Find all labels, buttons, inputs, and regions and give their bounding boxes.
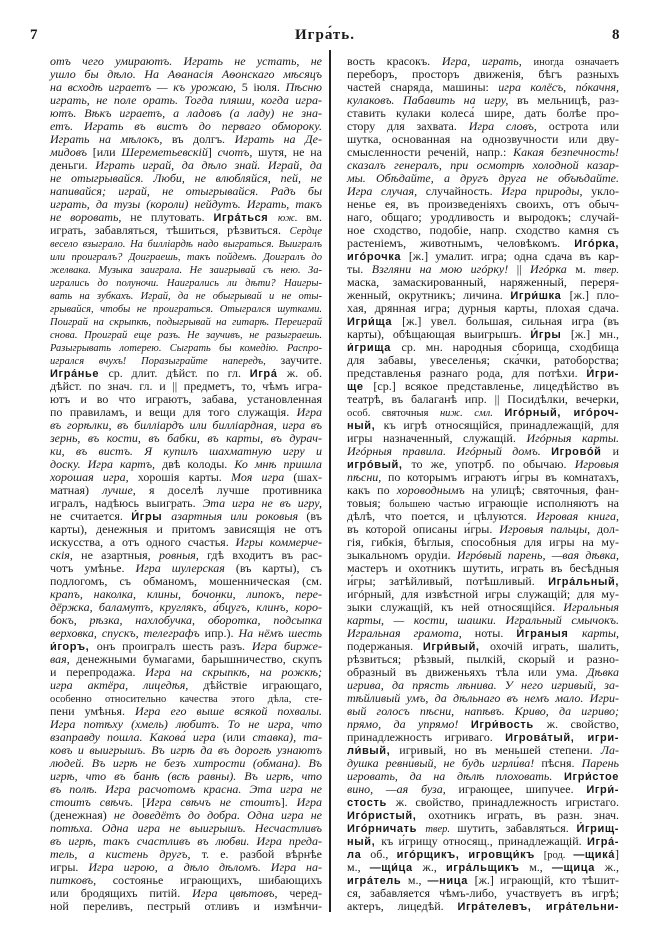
text-run: растеніемъ, животнымъ, человѣкомъ. [347,236,575,250]
text-run: играющее, шипучее. [458,782,587,796]
text-run: сказалъ генералъ, при осмотрѣ холодной казар- [347,158,619,172]
text-run: я доселѣ лучше противника [149,483,322,497]
text-run: играть, не поле орать. Тогда пляши, когда игра- [50,93,322,107]
text-run: въ горѣлки, въ билліардъ или билліардная, игра въ [50,418,322,432]
text-run: [ [142,795,147,809]
text-run: Игра его выше всякой похвалы. [135,704,322,718]
text-run: Игра потѣху (хмель) любитъ. То не игра, что [50,717,322,731]
text-run: хая, дрянная игра; дурныя карты, плохая сдача. [347,301,619,315]
text-line [347,848,619,861]
text-run: азартныя или роковыя [171,509,307,523]
text-run: (въ [306,509,322,523]
text-run: м. [575,262,595,276]
text-run: Игровыя пальцы, [499,522,598,536]
text-run: ся, забавляется чѣмъ-либо, участвуетъ въ игрѣ; [347,886,619,900]
text-run: Разыгрывать лотерею. Сыграть бы комедію. Распро- [50,343,322,354]
text-run: ще [347,381,374,393]
text-run: Игра́- [587,836,619,848]
text-run: въ которой описаны и́гры. [347,522,500,536]
text-run: ное сходство, подобіе, напр. сходство камня съ [347,223,619,237]
text-line [50,679,322,692]
text-line [50,276,322,289]
text-run: въ полѣ. Игра расчотомъ красна. Эта игра не [50,782,322,796]
text-run: и́горъ, [50,641,97,653]
text-run: ный, [347,420,384,432]
text-run: по правиламъ, и вещи для того служащія. [50,405,297,419]
text-run: образный въ движеньяхъ тѣла или ума. [347,665,587,679]
text-run: м., [407,873,428,887]
text-run: въ игрѣ, такъ счастливъ въ любви. Игра преда- [50,834,322,848]
text-run: шутить, забавляться. [457,821,577,835]
text-run: играть, забавляться, тѣшиться, рѣзвиться. [50,223,290,237]
text-run: Игра на скрыпкѣ, на рожкѣ; [145,665,322,679]
text-run: зыкальномъ орудіи. [347,548,457,562]
text-run: игрался вчухъ! Поразыграйте напередъ, [50,356,281,367]
text-run: представленья разнаго рода, для потѣхи. [347,366,587,380]
text-run: не считается. [50,509,132,523]
text-run: Игра шулерская [135,561,236,575]
text-run: случайность. [425,184,502,198]
text-run: Моя игра [231,470,294,484]
text-run: Игровыя [574,457,619,471]
text-run: верховка, спускъ, телеграфъ [50,626,205,640]
text-line [50,224,322,237]
text-run: Игра бирже- [251,639,323,653]
text-run: Игра игрою, а дѣло дѣломъ. Игра на- [88,860,323,874]
text-run: ки, въ вистъ. Я купилъ шахматную игру и [50,444,322,458]
text-run: подержаныя. [347,639,423,653]
text-run: [ж.] пло- [569,288,619,302]
text-run: шутка, основанная на однозвучности или дву- [347,132,619,146]
text-run: игры. [50,860,89,874]
text-run: Игри́стое [564,771,619,783]
text-run: счотъ, [217,145,259,159]
text-run: ли́вый, [347,745,400,757]
text-run: т. е. разбой вѣрнѣе [201,847,322,861]
text-run: игрѣ, что въ банѣ (всѣ равны). Въ игрѣ, что [50,769,322,783]
text-run: желвака. Музыка заиграла. Не заигрывай съ нею. За- [50,265,322,276]
text-run: напивайся; играй, не отыгрывайся. Радъ бы [50,184,322,198]
text-run: [ж.] увел. большая, сильная игра (въ [402,314,620,328]
text-run: На нёмъ шесть [238,626,322,640]
text-run: вая, [50,652,77,666]
text-run: —щика́ [573,849,615,861]
text-run: большею частью [389,499,479,510]
text-run: весело взыграло. На билліардѣ надо выграться. Выигралъ [50,239,322,250]
text-run: Игра свѣчъ не стоитъ [146,795,281,809]
text-run: Игóрка [530,262,576,276]
text-run: ж. об. [286,366,322,380]
text-run: Игра природы, [501,184,592,198]
text-run: или бродящихъ питій. [50,886,193,900]
text-run: И́гры [131,511,172,523]
text-run: ный, [347,836,382,848]
text-run: Игри́- [586,784,619,796]
text-run: ноты. [474,626,517,640]
text-run: не плутовать. [130,210,214,224]
text-run: вость красокъ. [347,54,442,68]
text-run: ж. свойство, [546,717,619,731]
text-run: Игровóй [551,446,613,458]
text-run: пени умѣнья. [50,704,136,718]
text-run: принадлежность игриваго. [347,730,506,744]
text-run: чотъ умѣнье. [50,561,136,575]
text-run: стость [347,797,396,809]
text-run: ставить кулаки колеса́ шире, дать болѣе про- [347,106,619,120]
text-run: Какая безпечность! [513,145,620,159]
text-run: шутя, не на [258,145,323,159]
text-run: дѣйствіе играющаго, [203,678,323,692]
text-run: состоянье играющихъ, шибающихъ [112,873,322,887]
text-run: карты), обѣщающая выигрышъ. [347,327,531,341]
text-run: наго, общаго; уродливость и выродокъ; случай- [347,210,619,224]
text-run: переборъ, просторъ движенія, бѣгъ разныхъ [347,67,619,81]
text-line [347,900,619,913]
text-run: дѣйст. по знач. гл. и || предметъ, то, чѣмъ игра- [50,379,322,393]
text-run: И́грищ- [576,823,619,835]
text-run: Игóрничать [347,823,426,835]
text-run: гдѣ входитъ въ рас- [207,548,322,562]
text-run: ниж. смл. [439,408,505,419]
text-run: театрѣ, въ балаганѣ ипр. || Посидѣлки, вечерки, [347,392,619,406]
text-run: Игра цвѣтовъ, [192,886,290,900]
text-run: —щица [551,862,605,874]
text-line [50,315,322,328]
text-run: Игрова́тый, игри- [505,732,619,744]
text-run: (въ карты), съ [235,561,323,575]
text-run: грывайся, чтобы не проиграться. Отыгрался шутками. [50,304,322,315]
text-run: ипр.). [204,626,239,640]
text-run: ты. [347,262,372,276]
text-run: Играть на Де- [234,132,323,146]
text-run: ла [347,849,371,861]
text-run: охотникъ играть, въ разн. знач. [428,808,620,822]
text-line [50,328,322,341]
text-run: Ла- [600,743,619,757]
text-run: гія, гибкія, бѣглыя, способныя для игры на му- [347,535,619,549]
text-run: Игра́льный, [548,576,619,588]
text-run: отъ чего умираютъ. Играть не устать, не [50,54,322,68]
text-run: Игóрка, [574,238,619,250]
text-run: черед- [289,886,322,900]
text-run: —щи́ца [369,862,423,874]
text-line [347,393,619,406]
text-run: Игри́шка [510,290,570,302]
text-run: денежными бумагами, барышничество, скупъ [76,652,322,666]
text-run: не отыгрывайся. Люби, не влюбляйся, пей, не [50,171,322,185]
text-run: [ср.] всякое представленье, лицедѣйство въ [373,379,619,393]
text-run: (или [222,730,253,744]
text-run: Игра случая, [347,184,426,198]
text-line [50,237,322,250]
text-run: ]. [280,795,297,809]
text-run: на всходѣ играетъ — къ урожаю, [50,80,242,94]
text-run: хорошія карты. [137,470,232,484]
text-run: Игóрный, игóроч- [504,407,619,419]
text-run: маска, замаскированный, наряженный, переря- [347,275,619,289]
text-run: Игровая книга, [536,509,619,523]
text-run: карты, [582,626,619,640]
text-run: карты, — кости, шашки. Игральный смычокъ. [347,613,619,627]
text-run: игралъ, надѣюсь выиграть. [50,496,203,510]
text-run: Играть играй, да дѣло знай. Играй, да [95,158,322,172]
page-number-left: 7 [30,27,38,43]
text-run: [или [92,145,122,159]
text-line [50,900,322,913]
text-run: игрались до полуночи. Наигрались ли дѣти? Наигры- [50,278,322,289]
text-run: (шах- [293,470,322,484]
text-run: игóрщикъ, игровщи́къ [396,849,544,861]
text-run: Игри́вость [470,719,547,731]
text-run: ] [615,847,619,861]
text-run: или проигралъ? Доиграешь, такъ пойдемъ. Доигралъ до [50,252,322,263]
text-run: ненье ея, въ произведеніяхъ своихъ, отъ обыч- [347,197,619,211]
text-run: мидовъ [50,145,93,159]
text-run: въ долгъ. [171,132,235,146]
text-run: ср. длит. дѣйст. по гл. [108,366,250,380]
text-run: вино, —ая буза, [347,782,459,796]
text-run: играющіе исполняютъ на [478,496,620,510]
text-run: ставка), та- [252,730,322,744]
text-run: матная) [50,483,103,497]
text-run: и́гры; затѣйливый, потѣшливый. [347,574,549,588]
text-run: 5 іюля. [241,80,286,94]
text-run: игры назначенный, служащій. [347,431,527,445]
text-run: дѣлѣ, что поется, и цѣлуются. [347,509,537,523]
text-run: [ж.] играющій, кто тѣшит- [474,873,619,887]
text-run: Игра словъ, [468,119,549,133]
text-run: не воровать, [50,210,131,224]
text-run: ж., [422,860,446,874]
text-run: питковъ, [50,873,113,887]
text-run: || [516,262,531,276]
text-run: Взгляни на мою игóрку! [371,262,517,276]
text-run: И́гры [530,329,571,341]
text-run: рѣзвиться; рѣзвый, пылкій, скорый и разно- [347,652,619,666]
text-line [50,250,322,263]
text-run: Игóрныя правила. Игóрный домъ. [347,444,552,458]
text-run: игра́тель [347,875,408,887]
column-divider [329,50,331,912]
text-run: иногда означаетъ [533,57,619,68]
text-run: пѣсни, [347,470,388,484]
text-run: тель, а кистень другъ, [50,847,202,861]
text-run: м., [529,860,552,874]
text-line [50,289,322,302]
text-run: крапъ, наколка, клины, бочонки, липокъ, пере- [50,587,322,601]
text-run: бокъ, рѣзка, нахлобучка, оборотка, подсыпка [50,613,322,627]
text-run: двѣ колоды. [162,457,235,471]
text-run: смысленности реченій, напр.: [347,145,514,159]
text-run: Игральная грамота, [347,626,475,640]
text-run: дол- [597,522,619,536]
text-run: (денежная) [50,808,114,822]
text-run: хорошая игра, [50,470,138,484]
text-run: —ница [427,875,475,887]
text-run: Игри́вый, [422,641,490,653]
text-run: Игральныя [563,600,619,614]
text-run: Игра́ [249,368,287,380]
text-run: Игра́нье [50,368,109,380]
text-run: вый голосъ пѣсни, напѣвъ. Криво, да игриво; [347,704,619,718]
text-run: игра́льщикъ [445,862,530,874]
text-run: И́граныя [516,628,583,640]
text-run: кулаковъ. Пабавить на игру, [347,93,518,107]
text-run: прямо, да упрямо! [347,717,471,731]
text-run: тѣйливый умъ, да дѣльнаго въ немъ мало. Игри- [347,691,619,705]
text-run: вм. [305,210,323,224]
text-run: къ игрѣ относящійся, принадлежащій, для [383,418,619,432]
text-run: дёржка, баламутъ, круглякъ, а́бцугъ, клинъ, коро- [50,600,322,614]
text-run: подлогомъ, съ обманомъ, мошенническая (см. [50,574,322,588]
text-run: мастеръ и охотникъ шутить, играть въ бесѣдныя [347,561,619,575]
text-run: мы. Обѣдайте, а другъ друга не объѣдайте. [347,171,619,185]
text-run: ж. свойство, принадлежность игристаго. [395,795,619,809]
text-run: игровать, да на дѣлѣ плоховать. [347,769,565,783]
text-run: ж., [604,860,620,874]
text-run: ровныя, [158,548,208,562]
text-run: взаправду пошла. Какова́ игра [50,730,223,744]
text-run: заучите. [280,353,322,367]
text-run: твер. [425,824,458,835]
text-run: Игра́телевъ, игра́тельни- [457,901,619,913]
text-run: то же, употрб. по обычаю. [411,457,575,471]
text-run: юж. [277,213,306,224]
text-run: стору для захвата. [347,119,469,133]
text-run: Дѣвка [586,665,619,679]
text-run: стоитъ свѣчъ. [50,795,143,809]
text-run: Игóристый, [347,810,429,822]
text-run: и перепродажа. [50,665,146,679]
text-run: не доведётъ до добра. Одна игра не [113,808,323,822]
text-run: игóрочка [347,251,409,263]
text-run: женный, окрутникъ; личина. [347,288,511,302]
text-run: игрóвый, [347,459,412,471]
text-run: искусства, а отъ одного счастья. [50,535,236,549]
text-run: Игры коммерче- [235,535,322,549]
text-run: онъ проигралъ шесть разъ. [96,639,252,653]
text-run: актеръ, лицедѣй. [347,899,458,913]
text-run: карты), денежныя и притомъ зависящія не отъ [50,522,322,536]
text-run: Игра [296,405,322,419]
text-run: Поиграй на скрыпкѣ, подыгрывай на гитарѣ. Переиграй [50,317,322,328]
text-run: Игра, играть, [441,54,534,68]
text-run: И́гри- [586,368,619,380]
text-run: об., [370,847,397,861]
text-run: зернь, въ кости, въ бабки, въ карты, въ дурач- [50,431,322,445]
text-run: м., [347,860,370,874]
text-run: Игри́ща [347,316,403,328]
text-run: укло- [591,184,619,198]
text-run: хороводнымъ [396,483,472,497]
text-run: игрива, да прясть лѣнива. У него игривый, за- [347,678,619,692]
text-run: Парень [581,756,619,770]
text-run: снова. Проиграй еще разъ. Не заучивъ, не разыграешь. [50,330,322,341]
text-run: вать на зубкахъ. Играй, да не обыгрывай и не оты- [50,291,322,302]
text-run: Шереметьевскій [121,145,208,159]
text-run: частей снаряда, машины: [347,80,499,94]
text-run: ср. мн. народныя сборища, сходбища [401,340,619,354]
text-run: [род. [543,850,574,861]
text-run: ушло бы дѣло. На Аѳанасія Аѳонскаго мѣсяцъ [50,67,322,81]
text-run: Игрóвый парень, —вая дѣвка, [456,548,619,562]
text-run: не азартныя, [81,548,159,562]
text-run: ютъ и во что играютъ, забава, установленная [50,392,322,406]
text-run: охочій играть, шалить, [489,639,619,653]
text-run: товыя; [347,496,390,510]
text-run: [ж.] умалит. игра; одна сдача въ кар- [408,249,619,263]
text-run: Эта игра не въ игру, [202,496,322,510]
text-run: для забавы, увеселенья; ска́чки, ратоборства; [347,353,619,367]
text-run: ютъ. Вѣкъ играетъ, а ладовъ (а ладу) не зна- [50,106,322,120]
text-run: деньги. [50,158,96,172]
text-run: Игóрныя карты. [526,431,619,445]
text-run: людей. Въ игрѣ не безъ хитрости (обмана). Въ [50,756,322,770]
text-line [50,302,322,315]
text-run: етъ. Играть въ вистъ до перваго обмороку. [50,119,322,133]
text-run: какъ по [347,483,397,497]
text-run: ] [207,145,218,159]
text-run: по которымъ играютъ и́гры въ комнатахъ, [387,470,619,484]
text-run: зыки служащій, къ ней относящійся. [347,600,564,614]
text-run: въ мельницѣ, раз- [517,93,619,107]
text-run: Пѣсню [285,80,322,94]
text-run: твер. [594,265,619,276]
text-run: скія, [50,548,82,562]
text-run: душка ревни́вый, не будь игрли́ва! [347,756,542,770]
page-number-right: 8 [612,27,620,43]
text-run: Игра́ться [213,212,278,224]
text-run: Игра [296,795,322,809]
text-run: игóрный, для извѣстной игры служащій; для му- [347,587,619,601]
running-head: Игра́ть. [295,27,355,43]
text-run: Играть на мѣлокъ, [50,132,172,146]
text-run: Сердце [289,226,322,237]
text-run: потѣха. Одна игра не выигрышъ. Несчастливъ [50,821,322,835]
text-run: острота или [548,119,619,133]
text-run: Ко мнѣ пришла [234,457,322,471]
text-run: игра актёра, лицедѣя, [50,678,204,692]
text-run: игра колёсъ, пóкачня, [498,80,619,94]
text-line [50,263,322,276]
text-run: особ. святочныя [347,408,440,419]
text-column-right [347,55,619,913]
text-run: на улицѣ; святочныя, фан- [471,483,619,497]
text-run: пѣсня. [541,756,582,770]
text-run: къ и́грищу относящ., принадлежащій. [381,834,587,848]
text-run: игривый, но въ меньшей степени. [399,743,601,757]
text-run: доску. Игра картъ, [50,457,163,471]
text-column-left [50,55,322,913]
text-run: и́грища [347,342,402,354]
text-run: ковъ и выигрышъ. Въ игрѣ да въ дорогѣ узнаютъ [50,743,322,757]
text-run: играть, да тузы (короли) нейдутъ. Играть, такъ [50,197,322,211]
text-run: ной переливъ, пестрый отливъ и измѣнчи- [50,899,322,913]
text-run: [ж.] мн., [570,327,619,341]
text-run: лучше, [102,483,150,497]
text-run: и [612,444,619,458]
text-run: особенно относительно качества этого дѣла, сте- [50,694,322,705]
